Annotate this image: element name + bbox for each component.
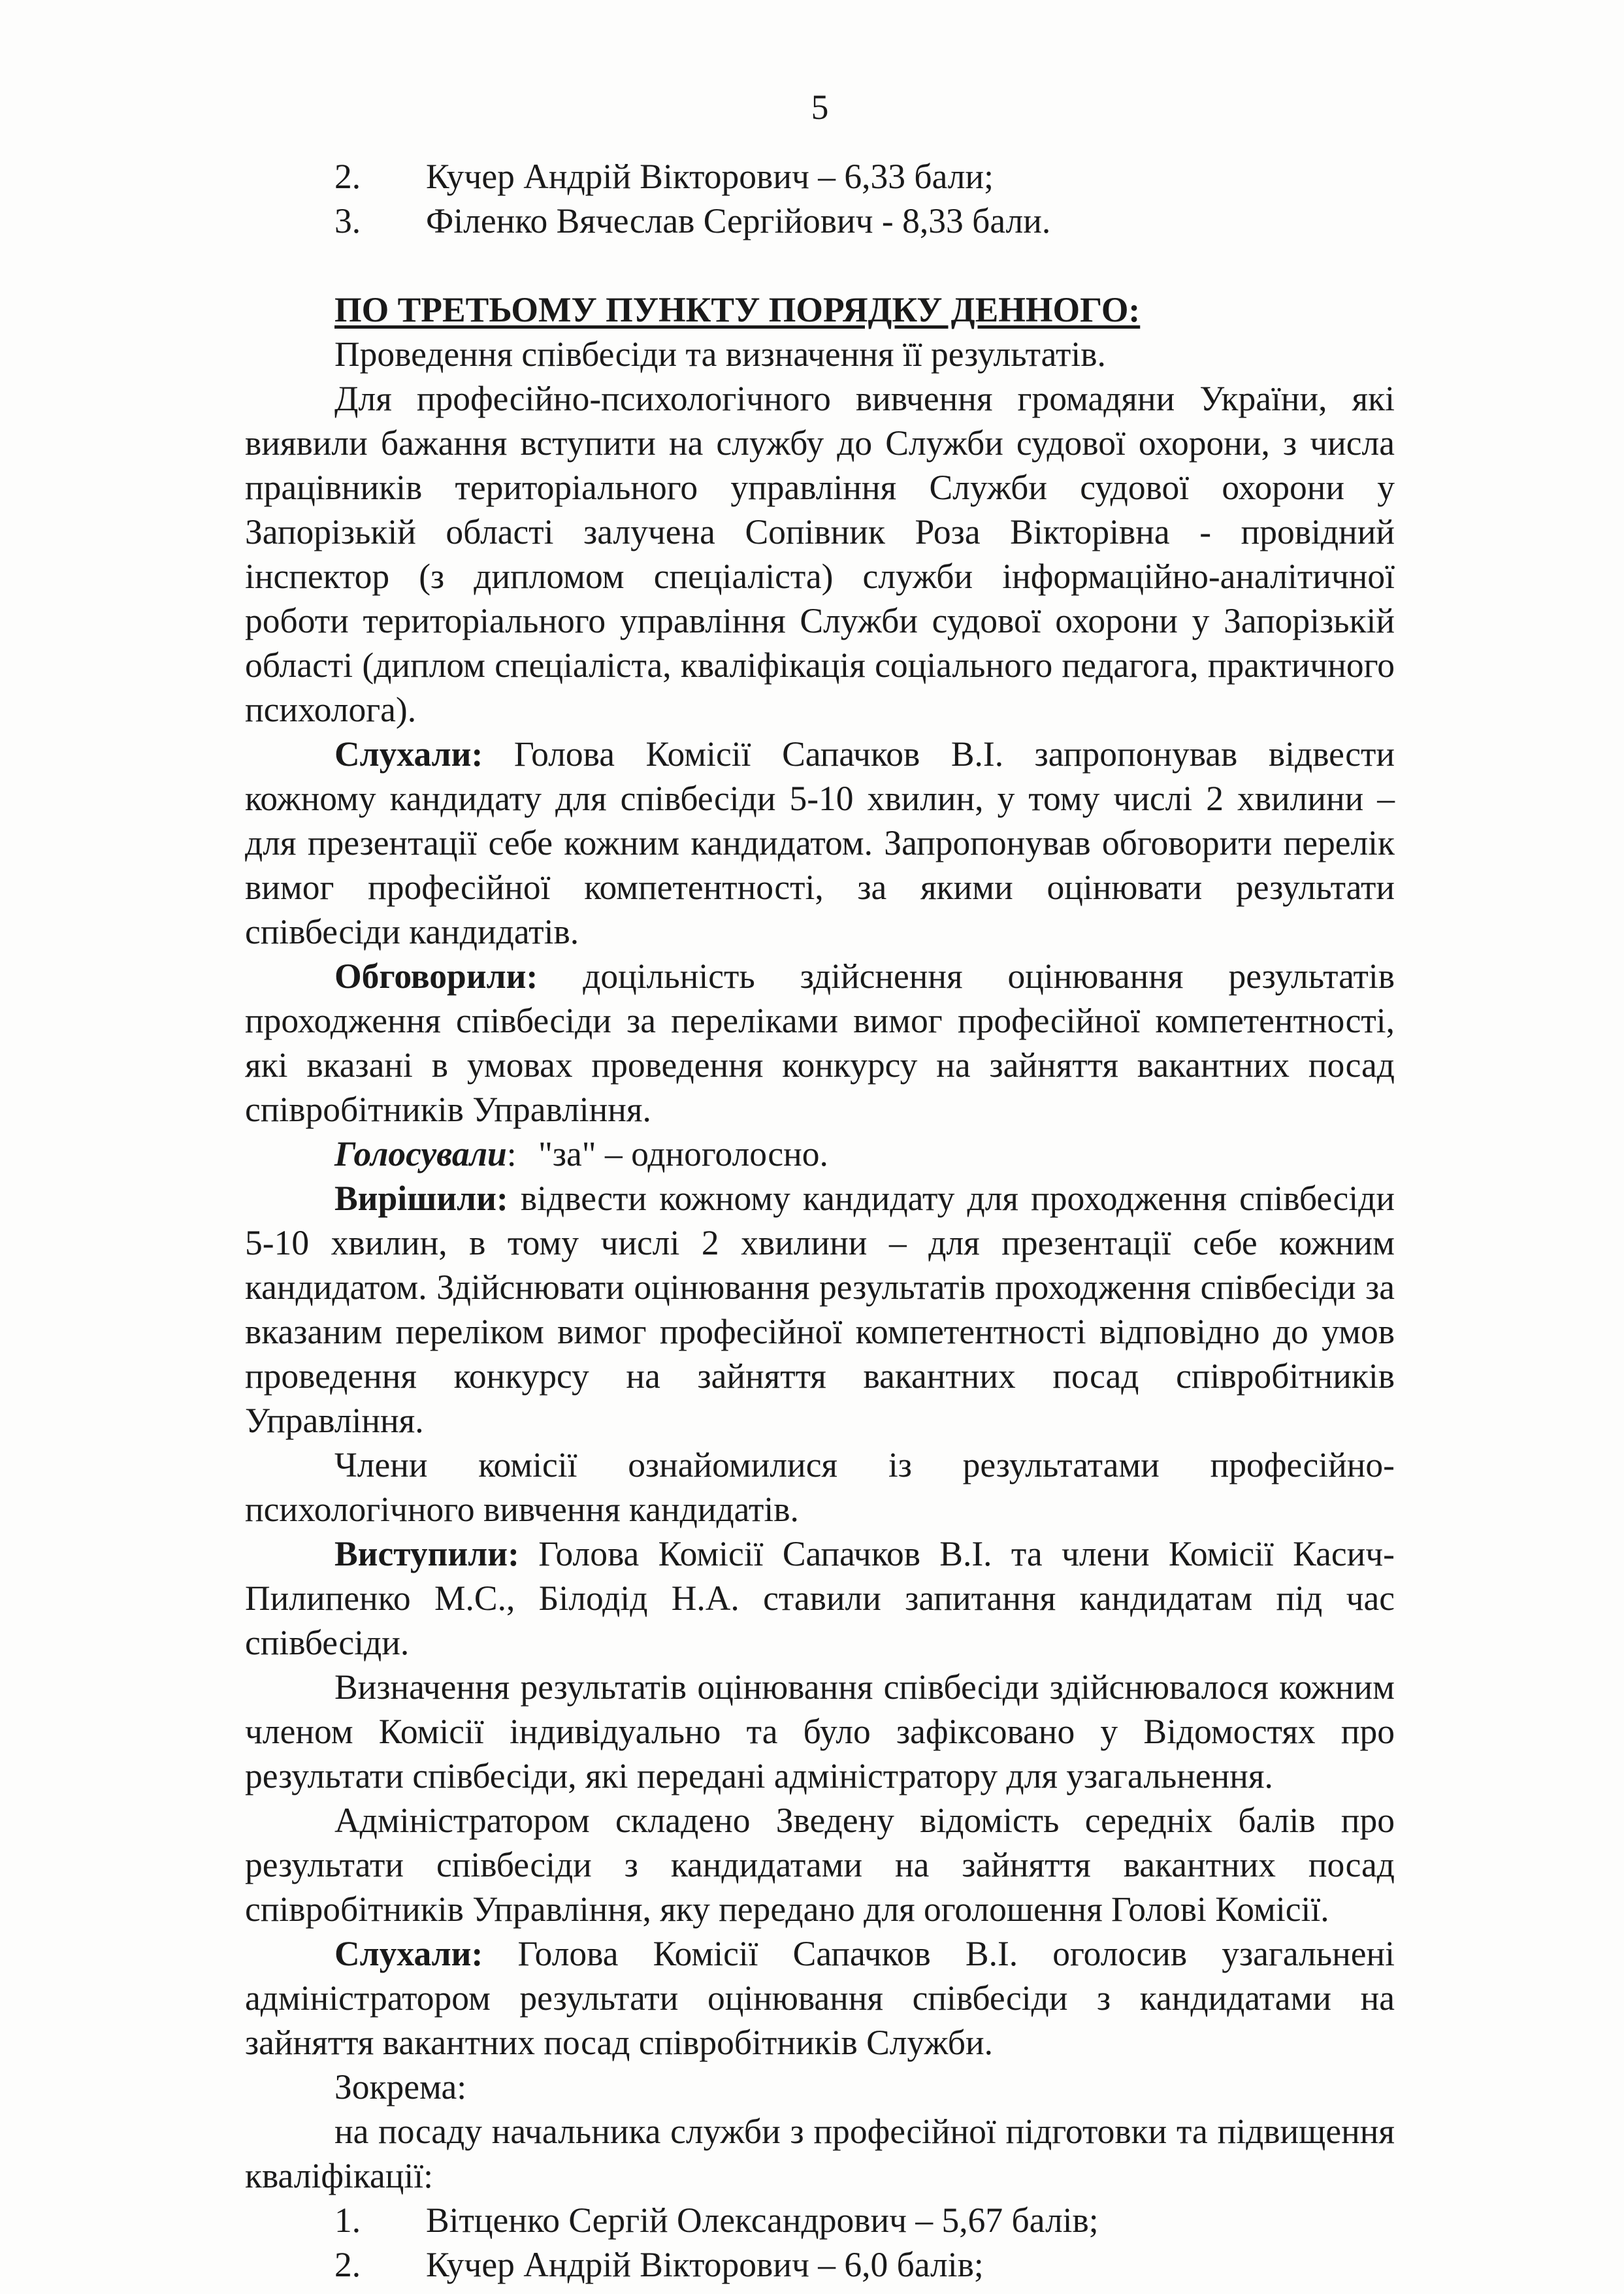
label-colon: :	[506, 1134, 517, 1173]
list-item-text: Філенко Вячеслав Сергійович - 8,33 бали.	[426, 201, 1051, 240]
paragraph-administrator: Адміністратором складено Зведену відомість середніх балів про результати співбесіди з кандидатами на зайняття вакантних посад співробітників Управління, яку передано для оголошення Голові Комісії.	[245, 1801, 1395, 1929]
list-item-number: 2.	[334, 2245, 361, 2284]
list-item	[245, 199, 1395, 243]
paragraph-position: на посаду начальника служби з професійної підготовки та підвищення кваліфікації:	[245, 2112, 1395, 2195]
paragraph-label: Слухали:	[334, 734, 483, 774]
candidate-list-bottom	[245, 2198, 1395, 2287]
list-item	[245, 154, 1395, 199]
paragraph-topic: Проведення співбесіди та визначення її результатів.	[334, 335, 1106, 374]
paragraph-text: Голова Комісії Сапачков В.І. та члени Комісії Касич-Пилипенко М.С., Білодід Н.А. ставили запитання кандидатам під час співбесіди.	[245, 1534, 1395, 1662]
paragraph-label: Виступили:	[334, 1534, 519, 1573]
paragraph-in-particular: Зокрема:	[334, 2067, 467, 2106]
paragraph-heard-1	[245, 732, 1395, 954]
list-item-number: 3.	[334, 201, 361, 240]
paragraph-evaluation: Визначення результатів оцінювання співбесіди здійснювалося кожним членом Комісії індивідуально та було зафіксовано у Відомостях про результати співбесіди, які передані адміністратору для узагальнення.	[245, 1667, 1395, 1795]
paragraph-members-familiarized: Члени комісії ознайомилися із результатами професійно-психологічного вивчення кандидатів.	[245, 1445, 1395, 1529]
list-item-text: Вітценко Сергій Олександрович – 5,67 балів;	[426, 2201, 1099, 2240]
paragraph-label: Слухали:	[334, 1934, 483, 1973]
paragraph-decided	[245, 1176, 1395, 1443]
list-item-text: Кучер Андрій Вікторович – 6,0 балів;	[426, 2245, 984, 2284]
paragraph-text: Голова Комісії Сапачков В.І. оголосив узагальнені адміністратором результати оцінювання співбесіди з кандидатами на зайняття вакантних посад співробітників Служби.	[245, 1934, 1395, 2062]
paragraph-heard-2	[245, 1931, 1395, 2065]
paragraph-label: Вирішили:	[334, 1179, 508, 1218]
list-item-text: Кучер Андрій Вікторович – 6,33 бали;	[426, 157, 994, 196]
paragraph-label: Обговорили:	[334, 957, 538, 996]
paragraph-text: "за" – одноголосно.	[538, 1134, 828, 1173]
candidate-list-top	[245, 154, 1395, 243]
paragraph-text: Голова Комісії Сапачков В.І. запропонував відвести кожному кандидату для співбесіди 5-10 хвилин, у тому числі 2 хвилини – для презентації себе кожним кандидатом. Запропонував обговорити перелік вимог професійної компетентності, за якими оцінювати результати співбесіди кандидатів.	[245, 734, 1395, 951]
paragraph-discussed	[245, 954, 1395, 1132]
list-item	[245, 2242, 1395, 2287]
paragraph-voted	[245, 1132, 1395, 1176]
paragraph-psychologist: Для професійно-психологічного вивчення громадяни України, які виявили бажання вступити на службу до Служби судової охорони, з числа працівників територіального управління Служби судової охорони у Запорізькій області залучена Сопівник Роза Вікторівна - провідний інспектор (з дипломом спеціаліста) служби інформаційно-аналітичної роботи територіального управління Служби судової охорони у Запорізькій області (диплом спеціаліста, кваліфікація соціального педагога, практичного психолога).	[245, 379, 1395, 729]
list-item	[245, 2198, 1395, 2242]
paragraph-text: доцільність здійснення оцінювання результатів проходження співбесіди за переліками вимог професійної компетентності, які вказані в умовах проведення конкурсу на зайняття вакантних посад співробітників Управління.	[245, 957, 1395, 1129]
list-item-number: 2.	[334, 157, 361, 196]
section-heading: ПО ТРЕТЬОМУ ПУНКТУ ПОРЯДКУ ДЕННОГО:	[334, 290, 1141, 329]
paragraph-text: відвести кожному кандидату для проходження співбесіди 5-10 хвилин, в тому числі 2 хвилини – для презентації себе кожним кандидатом. Здійснювати оцінювання результатів проходження співбесіди за вказаним переліком вимог професійної компетентності відповідно до умов проведення конкурсу на зайняття вакантних посад співробітників Управління.	[245, 1179, 1395, 1440]
page-number: 5	[811, 88, 829, 127]
document-page	[245, 85, 1395, 2287]
paragraph-spoke	[245, 1532, 1395, 1665]
paragraph-label: Голосували	[334, 1134, 507, 1173]
list-item-number: 1.	[334, 2201, 361, 2240]
